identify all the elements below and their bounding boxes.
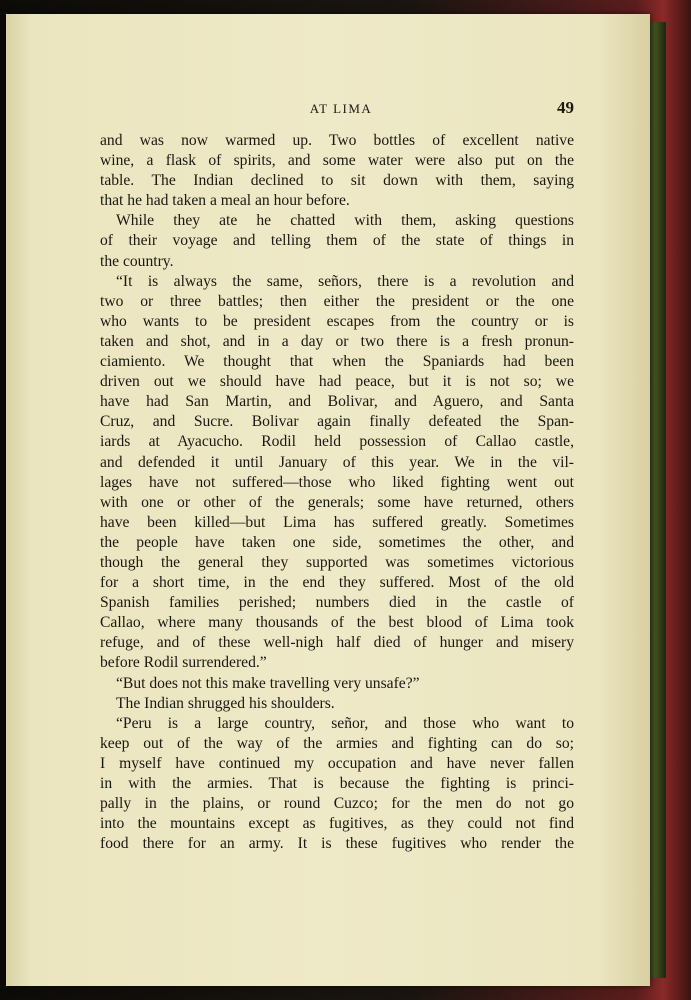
page-number: 49: [557, 98, 574, 117]
text-line: of their voyage and telling them of the state of things in: [100, 232, 574, 250]
text-line: have been killed—but Lima has suffered greatly. Sometimes: [100, 513, 574, 531]
text-line: driven out we should have had peace, but it is not so; we: [100, 373, 574, 391]
text-line: in with the armies. That is because the fighting is princi-: [100, 775, 574, 792]
text-line: keep out of the way of the armies and fighting can do so;: [100, 734, 574, 752]
text-line: who wants to be president escapes from the country or is: [100, 312, 574, 330]
text-line: I myself have continued my occupation and have never fallen: [100, 754, 574, 772]
text-line: table. The Indian declined to sit down with them, saying: [100, 172, 574, 190]
text-line: and was now warmed up. Two bottles of excellent native: [100, 132, 574, 149]
text-line: “But does not this make travelling very unsafe?”: [116, 674, 420, 692]
running-head: [6, 100, 650, 120]
text-line: that he had taken a meal an hour before.: [100, 192, 350, 210]
text-line: pally in the plains, or round Cuzco; for the men do not go: [100, 795, 574, 813]
text-line: though the general they supported was sometimes victorious: [100, 553, 574, 571]
text-line: iards at Ayacucho. Rodil held possession of Callao castle,: [100, 433, 574, 451]
text-line: have had San Martin, and Bolivar, and Aguero, and Santa: [100, 393, 574, 411]
text-line: food there for an army. It is these fugitives who render the: [100, 835, 574, 853]
book-spine-edge: [648, 22, 666, 978]
text-line: “It is always the same, señors, there is a revolution and: [116, 272, 574, 290]
text-line: for a short time, in the end they suffered. Most of the old: [100, 574, 574, 592]
text-line: While they ate he chatted with them, asking questions: [116, 212, 574, 230]
text-line: and defended it until January of this year. We in the vil-: [100, 453, 574, 471]
text-line: two or three battles; then either the president or the one: [100, 292, 574, 310]
text-line: the country.: [100, 252, 174, 270]
text-line: before Rodil surrendered.”: [100, 654, 267, 672]
text-line: Cruz, and Sucre. Bolivar again finally defeated the Span-: [100, 413, 574, 431]
text-line: Spanish families perished; numbers died in the castle of: [100, 594, 574, 612]
text-line: refuge, and of these well-nigh half died of hunger and misery: [100, 634, 574, 652]
text-line: wine, a flask of spirits, and some water were also put on the: [100, 152, 574, 170]
chapter-running-title: AT LIMA: [309, 101, 373, 116]
text-line: “Peru is a large country, señor, and those who want to: [116, 714, 574, 732]
book-page: [6, 14, 650, 986]
text-line: ciamiento. We thought that when the Spaniards had been: [100, 353, 574, 371]
text-line: with one or other of the generals; some have returned, others: [100, 493, 574, 511]
text-line: into the mountains except as fugitives, as they could not find: [100, 815, 574, 833]
text-line: taken and shot, and in a day or two there is a fresh pronun-: [100, 332, 574, 350]
body-text: [100, 131, 574, 854]
text-line: The Indian shrugged his shoulders.: [116, 694, 335, 712]
text-line: Callao, where many thousands of the best blood of Lima took: [100, 614, 574, 632]
text-line: the people have taken one side, sometimes the other, and: [100, 533, 574, 551]
text-line: lages have not suffered—those who liked fighting went out: [100, 473, 574, 491]
